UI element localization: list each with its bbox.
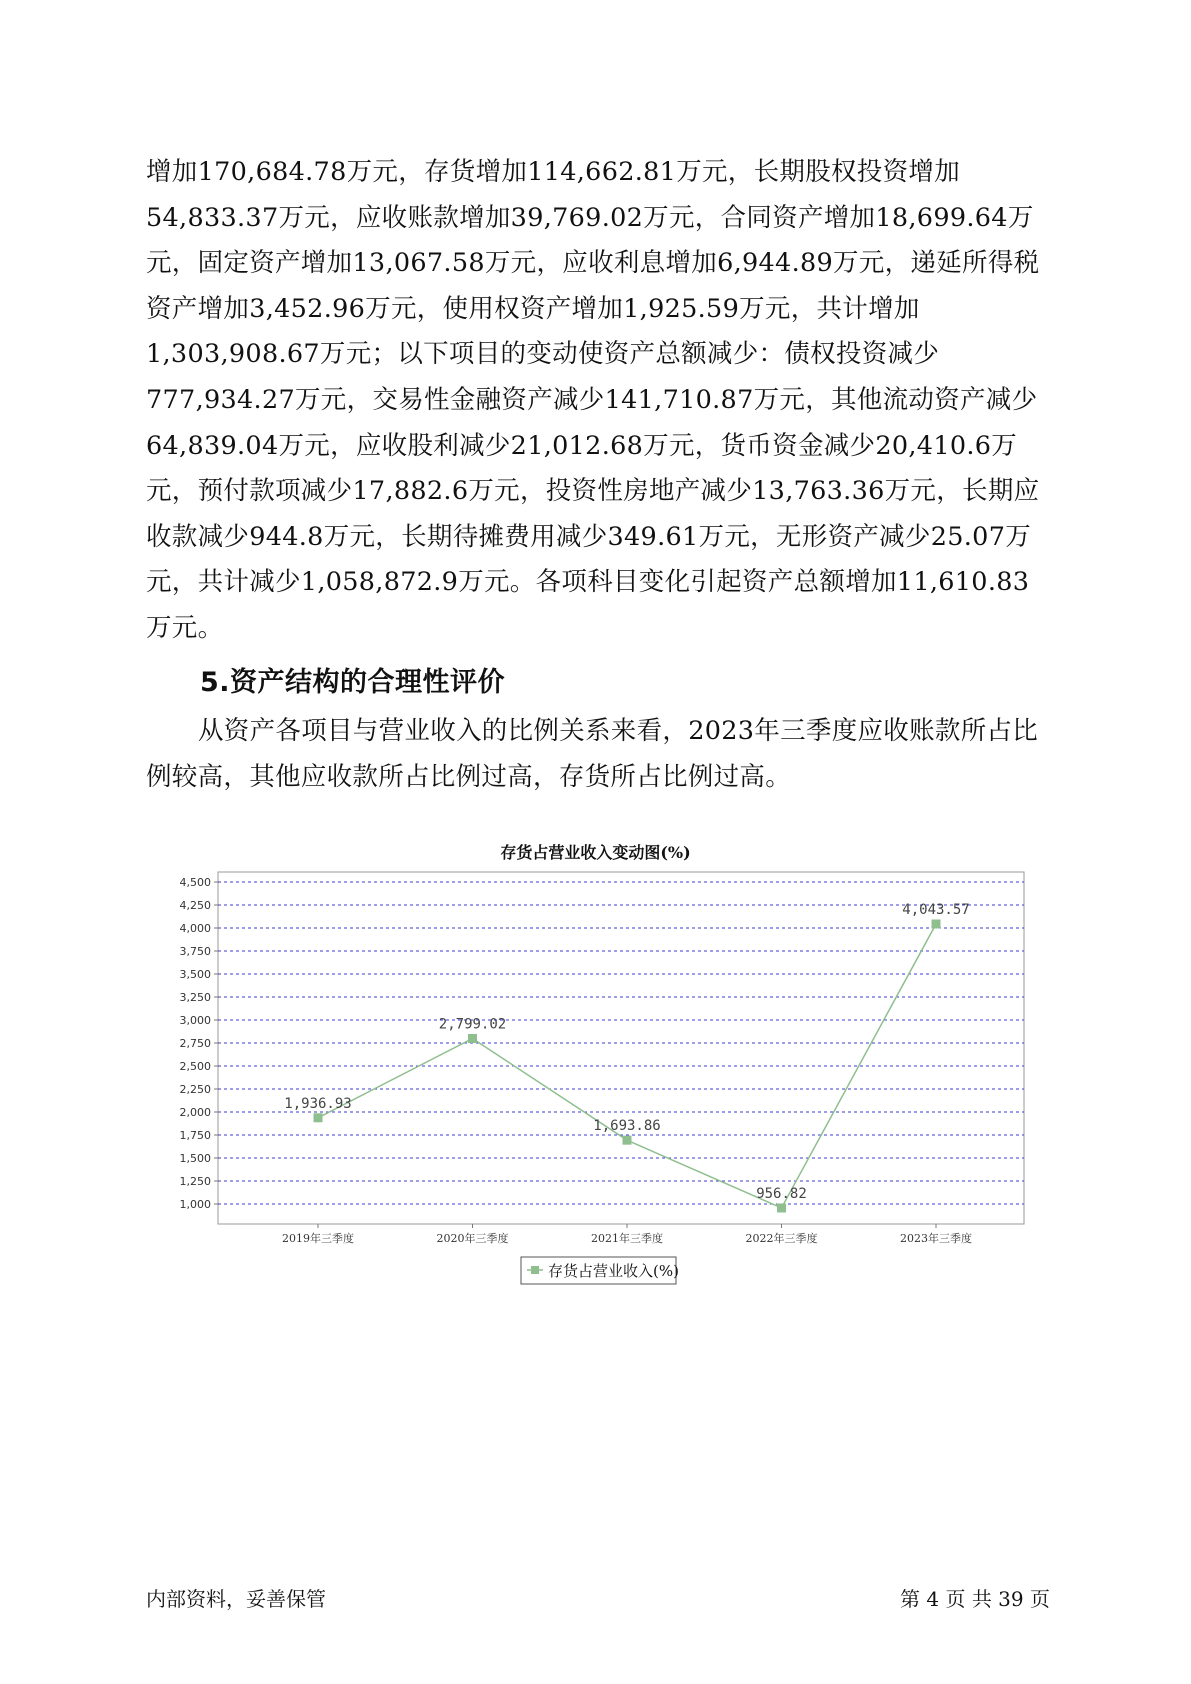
data-label: 1,936.93 — [284, 1095, 352, 1112]
x-tick-label: 2022年三季度 — [745, 1232, 818, 1245]
x-tick-label: 2019年三季度 — [282, 1232, 354, 1245]
legend-marker-icon — [531, 1266, 539, 1274]
data-label: 1,693.86 — [593, 1118, 661, 1135]
data-point-marker — [623, 1136, 632, 1145]
y-tick-label: 3,500 — [179, 968, 211, 981]
data-point-marker — [932, 919, 941, 928]
x-tick-label: 2020年三季度 — [436, 1232, 509, 1245]
y-tick-label: 3,250 — [179, 991, 211, 1004]
y-tick-label: 4,000 — [179, 922, 211, 935]
y-axis — [180, 876, 219, 1211]
data-label: 2,799.02 — [438, 1016, 507, 1033]
y-tick-label: 4,500 — [179, 876, 211, 889]
y-tick-label: 1,750 — [179, 1129, 211, 1142]
y-tick-label: 1,500 — [179, 1152, 211, 1165]
footer-page-number: 第 4 页 共 39 页 — [900, 1587, 1050, 1611]
x-axis — [282, 1224, 972, 1245]
y-tick-label: 1,000 — [179, 1198, 211, 1211]
section-heading: 5.资产结构的合理性评价 — [200, 667, 506, 698]
data-label: 956.82 — [756, 1185, 807, 1202]
data-point-marker — [468, 1034, 477, 1043]
y-tick-label: 2,750 — [179, 1037, 211, 1050]
plot-frame — [218, 872, 1024, 1224]
x-tick-label: 2021年三季度 — [591, 1232, 663, 1245]
y-tick-label: 3,750 — [179, 945, 211, 958]
body-paragraph-1: 增加170,684.78万元，存货增加114,662.81万元，长期股权投资增加54,833.37万元，应收账款增加39,769.02万元，合同资产增加18,699.64万元，固定资产增加13,067.58万元，应收利息增加6,944.89万元，递延所得税资产增加3,452.96万元，使用权资产增加1,925.59万元，共计增加1,303,908.67万元；以下项目的变动使资产总额减少：债权投资减少777,934.27万元，交易性金融资产减少141,710.87万元，其他流动资产减少64,839.04万元，应收股利减少21,012.68万元，货币资金减少20,410.6万元，预付款项减少17,882.6万元，投资性房地产减少13,763.36万元，长期应收款减少944.8万元，长期待摊费用减少349.61万元，无形资产减少25.07万元，共计减少1,058,872.9万元。各项科目变化引起资产总额增加11,610.83万元。 — [146, 157, 1040, 643]
x-tick-label: 2023年三季度 — [900, 1232, 972, 1245]
y-tick-label: 4,250 — [179, 899, 211, 912]
data-point-marker — [314, 1113, 323, 1122]
y-tick-label: 3,000 — [179, 1014, 211, 1027]
body-paragraph-2: 从资产各项目与营业收入的比例关系来看，2023年三季度应收账款所占比例较高，其他应收款所占比例过高，存货所占比例过高。 — [146, 716, 1039, 792]
data-label: 4,043.57 — [902, 901, 970, 918]
data-point-marker — [777, 1203, 786, 1212]
y-tick-label: 2,500 — [179, 1060, 211, 1073]
legend-entry-label: 存货占营业收入(%) — [548, 1262, 679, 1280]
y-tick-label: 2,000 — [179, 1106, 211, 1119]
footer-confidential-note: 内部资料，妥善保管 — [146, 1587, 326, 1611]
y-tick-label: 2,250 — [179, 1083, 211, 1096]
y-tick-label: 1,250 — [179, 1175, 211, 1188]
chart-title: 存货占营业收入变动图(%) — [500, 843, 691, 862]
chart-legend — [521, 1257, 679, 1284]
